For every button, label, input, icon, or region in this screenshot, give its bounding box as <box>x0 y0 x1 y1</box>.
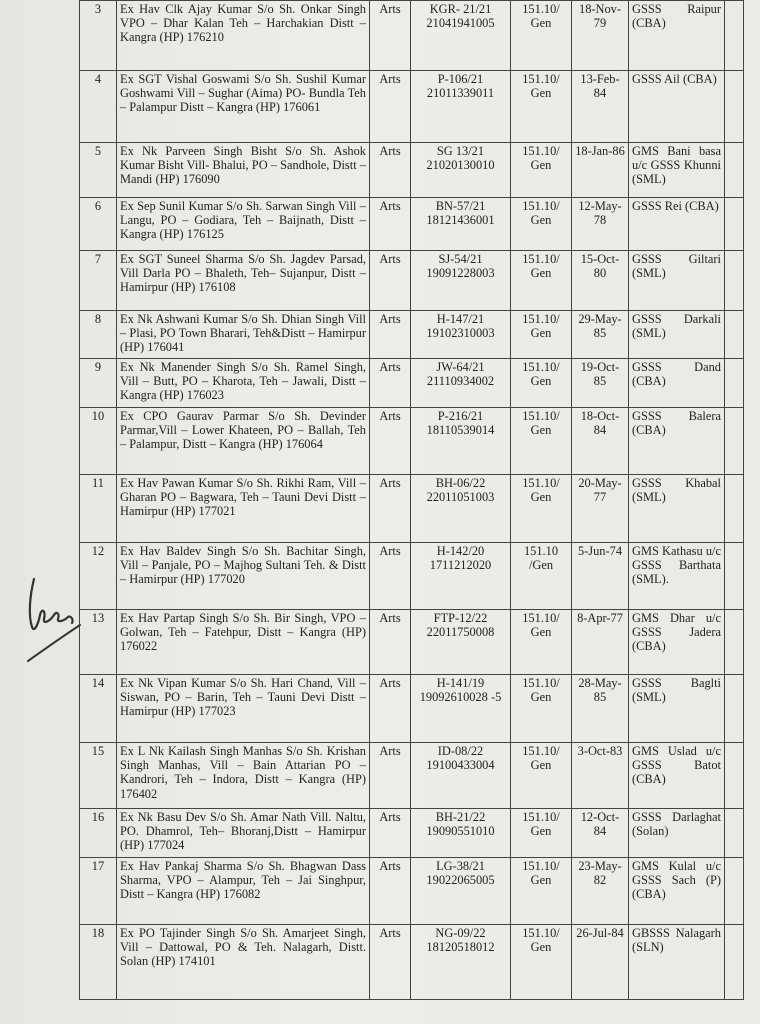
cell-school: GMS Bani basa u/c GSSS Khunni (SML) <box>629 143 725 198</box>
cell-marks: 151.10/ Gen <box>511 925 572 1000</box>
cell-dob: 3-Oct-83 <box>572 743 629 809</box>
cell-school: GSSS Darlaghat (Solan) <box>629 809 725 858</box>
cell-marks: 151.10/ Gen <box>511 610 572 675</box>
cell-school: GMS Kathasu u/c GSSS Barthata (SML). <box>629 543 725 610</box>
cell-blank <box>725 925 744 1000</box>
cell-roll: SJ-54/21 19091228003 <box>411 251 511 311</box>
table-row <box>80 311 744 359</box>
cell-school: GSSS Ail (CBA) <box>629 71 725 143</box>
cell-dob: 12-Oct-84 <box>572 809 629 858</box>
cell-name: Ex Nk Manender Singh S/o Sh. Ramel Singh, Vill – Butt, PO – Kharota, Teh – Jawali, Distt – Kangra (HP) 176023 <box>117 359 370 408</box>
cell-sno: 8 <box>80 311 117 359</box>
cell-name: Ex Hav Partap Singh S/o Sh. Bir Singh, VPO – Golwan, Teh – Fatehpur, Distt – Kangra (HP) 176022 <box>117 610 370 675</box>
cell-name: Ex CPO Gaurav Parmar S/o Sh. Devinder Parmar,Vill – Lower Khateen, PO – Ballah, Teh – Palampur, Distt – Kangra (HP) 176064 <box>117 408 370 475</box>
cell-dob: 18-Nov-79 <box>572 1 629 71</box>
cell-marks: 151.10/ Gen <box>511 408 572 475</box>
cell-marks: 151.10/ Gen <box>511 475 572 543</box>
cell-marks: 151.10/ Gen <box>511 1 572 71</box>
cell-roll: JW-64/21 21110934002 <box>411 359 511 408</box>
cell-roll: BH-06/22 22011051003 <box>411 475 511 543</box>
cell-blank <box>725 359 744 408</box>
cell-school: GSSS Giltari (SML) <box>629 251 725 311</box>
cell-dob: 28-May-85 <box>572 675 629 743</box>
cell-sno: 17 <box>80 858 117 925</box>
cell-subject: Arts <box>370 1 411 71</box>
cell-marks: 151.10/ Gen <box>511 311 572 359</box>
cell-dob: 29-May-85 <box>572 311 629 359</box>
cell-sno: 3 <box>80 1 117 71</box>
table-row <box>80 675 744 743</box>
cell-blank <box>725 675 744 743</box>
cell-sno: 9 <box>80 359 117 408</box>
cell-sno: 15 <box>80 743 117 809</box>
cell-sno: 13 <box>80 610 117 675</box>
cell-marks: 151.10 /Gen <box>511 543 572 610</box>
table-body <box>80 1 744 1000</box>
cell-name: Ex Hav Baldev Singh S/o Sh. Bachitar Singh, Vill – Panjale, PO – Majhog Sultani Teh. & Distt – Hamirpur (HP) 177020 <box>117 543 370 610</box>
table-row <box>80 543 744 610</box>
cell-subject: Arts <box>370 408 411 475</box>
cell-subject: Arts <box>370 71 411 143</box>
cell-subject: Arts <box>370 251 411 311</box>
cell-marks: 151.10/ Gen <box>511 71 572 143</box>
cell-name: Ex Nk Ashwani Kumar S/o Sh. Dhian Singh Vill – Plasi, PO Town Bharari, Teh&Distt – Hamirpur (HP) 176041 <box>117 311 370 359</box>
cell-school: GSSS Darkali (SML) <box>629 311 725 359</box>
cell-dob: 8-Apr-77 <box>572 610 629 675</box>
cell-name: Ex Hav Pankaj Sharma S/o Sh. Bhagwan Dass Sharma, VPO – Alampur, Teh – Jai Singhpur, Distt – Kangra (HP) 176082 <box>117 858 370 925</box>
table-row <box>80 743 744 809</box>
cell-name: Ex SGT Vishal Goswami S/o Sh. Sushil Kumar Goshwami Vill – Sughar (Aima) PO- Bundla Teh – Palampur Distt – Kangra (HP) 176061 <box>117 71 370 143</box>
cell-dob: 13-Feb-84 <box>572 71 629 143</box>
cell-sno: 6 <box>80 198 117 251</box>
table-row <box>80 809 744 858</box>
cell-roll: FTP-12/22 22011750008 <box>411 610 511 675</box>
cell-blank <box>725 743 744 809</box>
cell-blank <box>725 475 744 543</box>
cell-roll: H-142/20 1711212020 <box>411 543 511 610</box>
cell-roll: ID-08/22 19100433004 <box>411 743 511 809</box>
cell-blank <box>725 610 744 675</box>
cell-marks: 151.10/ Gen <box>511 359 572 408</box>
cell-dob: 18-Jan-86 <box>572 143 629 198</box>
cell-roll: KGR- 21/21 21041941005 <box>411 1 511 71</box>
cell-roll: P-106/21 21011339011 <box>411 71 511 143</box>
cell-name: Ex Nk Vipan Kumar S/o Sh. Hari Chand, Vill – Siswan, PO – Barin, Teh – Tauni Devi Distt – Hamirpur (HP) 177023 <box>117 675 370 743</box>
table-row <box>80 251 744 311</box>
cell-subject: Arts <box>370 475 411 543</box>
cell-name: Ex Nk Basu Dev S/o Sh. Amar Nath Vill. Naltu, PO. Dhamrol, Teh– Bhoranj,Distt – Hamirpur (HP) 177024 <box>117 809 370 858</box>
cell-school: GSSS Rei (CBA) <box>629 198 725 251</box>
cell-school: GSSS Khabal (SML) <box>629 475 725 543</box>
cell-dob: 12-May-78 <box>572 198 629 251</box>
cell-name: Ex PO Tajinder Singh S/o Sh. Amarjeet Singh, Vill – Dattowal, PO & Teh. Nalagarh, Distt. Solan (HP) 174101 <box>117 925 370 1000</box>
cell-marks: 151.10/ Gen <box>511 251 572 311</box>
cell-sno: 11 <box>80 475 117 543</box>
table-row <box>80 359 744 408</box>
cell-blank <box>725 311 744 359</box>
cell-subject: Arts <box>370 675 411 743</box>
cell-school: GBSSS Nalagarh (SLN) <box>629 925 725 1000</box>
table-row <box>80 1 744 71</box>
table-row <box>80 925 744 1000</box>
cell-roll: LG-38/21 19022065005 <box>411 858 511 925</box>
cell-subject: Arts <box>370 543 411 610</box>
cell-name: Ex Hav Pawan Kumar S/o Sh. Rikhi Ram, Vill – Gharan PO – Bagwara, Teh – Tauni Devi Distt – Hamirpur (HP) 177021 <box>117 475 370 543</box>
cell-name: Ex Nk Parveen Singh Bisht S/o Sh. Ashok Kumar Bisht Vill- Bhalui, PO – Sandhole, Distt – Mandi (HP) 176090 <box>117 143 370 198</box>
cell-marks: 151.10/ Gen <box>511 809 572 858</box>
table-row <box>80 858 744 925</box>
cell-subject: Arts <box>370 743 411 809</box>
table-row <box>80 143 744 198</box>
cell-school: GSSS Dand (CBA) <box>629 359 725 408</box>
cell-school: GSSS Raipur (CBA) <box>629 1 725 71</box>
cell-dob: 26-Jul-84 <box>572 925 629 1000</box>
cell-sno: 18 <box>80 925 117 1000</box>
handwritten-signature <box>22 575 82 665</box>
cell-blank <box>725 809 744 858</box>
cell-school: GMS Dhar u/c GSSS Jadera (CBA) <box>629 610 725 675</box>
cell-blank <box>725 408 744 475</box>
cell-sno: 4 <box>80 71 117 143</box>
cell-name: Ex SGT Suneel Sharma S/o Sh. Jagdev Parsad, Vill Darla PO – Bhaleth, Teh– Sujanpur, Distt – Hamirpur (HP) 176108 <box>117 251 370 311</box>
cell-roll: H-147/21 19102310003 <box>411 311 511 359</box>
cell-dob: 20-May-77 <box>572 475 629 543</box>
cell-sno: 16 <box>80 809 117 858</box>
cell-roll: BN-57/21 18121436001 <box>411 198 511 251</box>
cell-sno: 10 <box>80 408 117 475</box>
cell-sno: 5 <box>80 143 117 198</box>
table-row <box>80 408 744 475</box>
cell-school: GSSS Baglti (SML) <box>629 675 725 743</box>
cell-dob: 15-Oct-80 <box>572 251 629 311</box>
cell-dob: 23-May-82 <box>572 858 629 925</box>
cell-blank <box>725 1 744 71</box>
cell-name: Ex Hav Clk Ajay Kumar S/o Sh. Onkar Singh VPO – Dhar Kalan Teh – Harchakian Distt – Kangra (HP) 176210 <box>117 1 370 71</box>
cell-subject: Arts <box>370 359 411 408</box>
table-row <box>80 71 744 143</box>
candidate-table <box>79 0 744 1000</box>
cell-dob: 19-Oct-85 <box>572 359 629 408</box>
cell-subject: Arts <box>370 925 411 1000</box>
table-row <box>80 610 744 675</box>
cell-blank <box>725 143 744 198</box>
cell-blank <box>725 251 744 311</box>
cell-subject: Arts <box>370 610 411 675</box>
table-row <box>80 198 744 251</box>
cell-marks: 151.10/ Gen <box>511 675 572 743</box>
cell-blank <box>725 543 744 610</box>
cell-roll: P-216/21 18110539014 <box>411 408 511 475</box>
cell-subject: Arts <box>370 143 411 198</box>
cell-marks: 151.10/ Gen <box>511 858 572 925</box>
cell-marks: 151.10/ Gen <box>511 198 572 251</box>
table-row <box>80 475 744 543</box>
cell-sno: 7 <box>80 251 117 311</box>
cell-dob: 18-Oct-84 <box>572 408 629 475</box>
cell-blank <box>725 198 744 251</box>
cell-sno: 14 <box>80 675 117 743</box>
cell-blank <box>725 71 744 143</box>
cell-subject: Arts <box>370 311 411 359</box>
cell-subject: Arts <box>370 858 411 925</box>
cell-school: GMS Kulal u/c GSSS Sach (P) (CBA) <box>629 858 725 925</box>
cell-marks: 151.10/ Gen <box>511 143 572 198</box>
cell-sno: 12 <box>80 543 117 610</box>
cell-subject: Arts <box>370 198 411 251</box>
cell-subject: Arts <box>370 809 411 858</box>
cell-name: Ex Sep Sunil Kumar S/o Sh. Sarwan Singh Vill – Langu, PO – Godiara, Teh – Baijnath, Distt –Kangra (HP) 176125 <box>117 198 370 251</box>
cell-roll: H-141/19 19092610028 -5 <box>411 675 511 743</box>
cell-school: GMS Uslad u/c GSSS Batot (CBA) <box>629 743 725 809</box>
cell-school: GSSS Balera (CBA) <box>629 408 725 475</box>
cell-name: Ex L Nk Kailash Singh Manhas S/o Sh. Krishan Singh Manhas, Vill – Bain Attarian PO – Kandrori, Teh – Indora, Distt – Kangra (HP) 176402 <box>117 743 370 809</box>
cell-roll: BH-21/22 19090551010 <box>411 809 511 858</box>
cell-roll: SG 13/21 21020130010 <box>411 143 511 198</box>
cell-blank <box>725 858 744 925</box>
cell-dob: 5-Jun-74 <box>572 543 629 610</box>
cell-marks: 151.10/ Gen <box>511 743 572 809</box>
cell-roll: NG-09/22 18120518012 <box>411 925 511 1000</box>
